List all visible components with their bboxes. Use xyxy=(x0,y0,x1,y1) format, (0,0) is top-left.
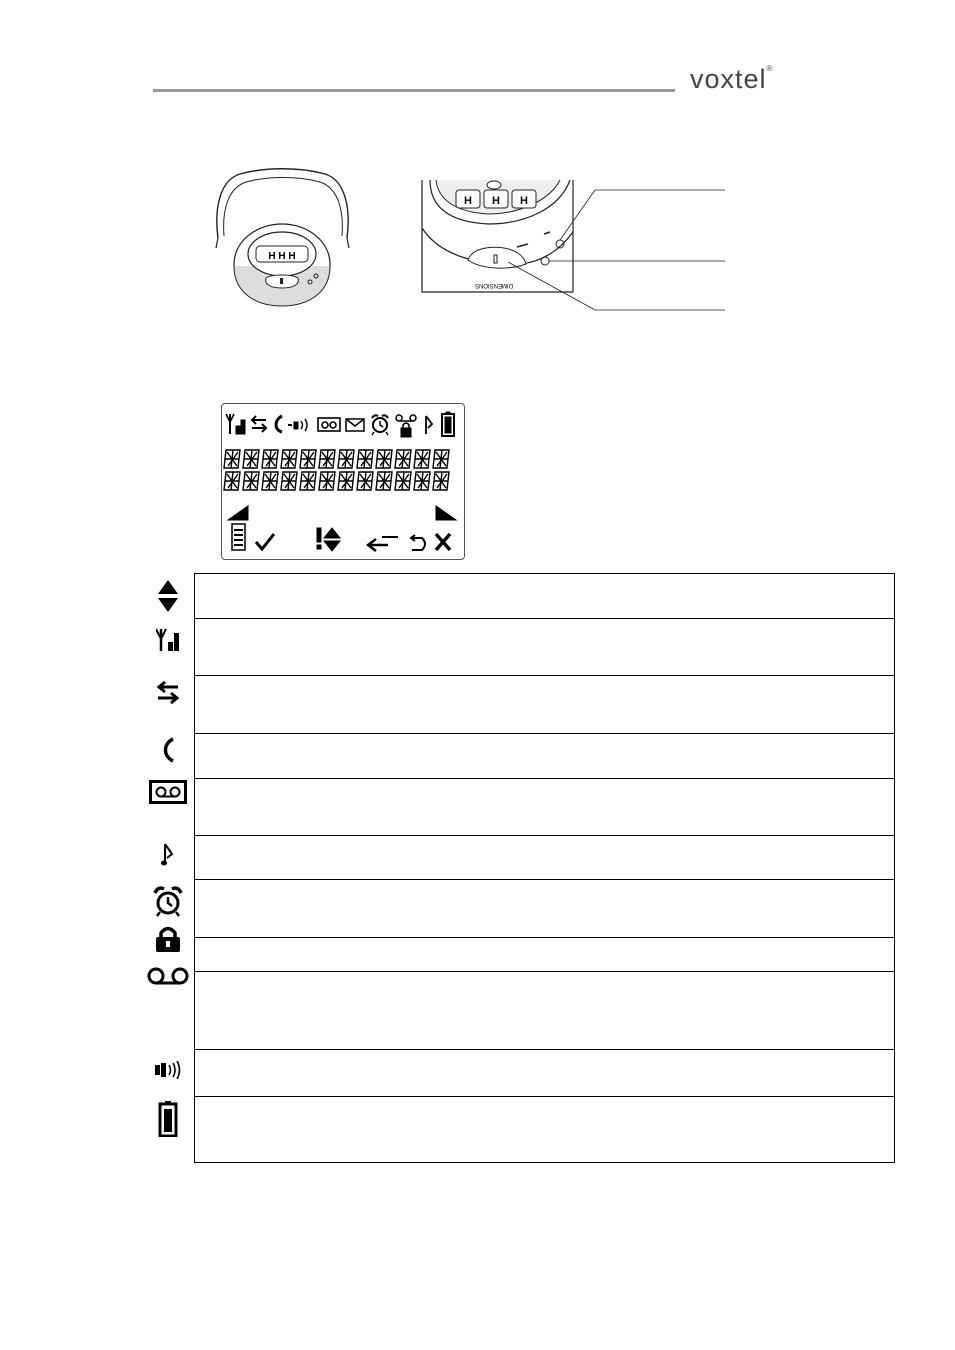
scroll-up-down-icon xyxy=(145,578,190,614)
table-row xyxy=(195,836,895,880)
row-description xyxy=(195,619,895,676)
table-row xyxy=(195,938,895,972)
music-note-icon xyxy=(145,842,190,868)
tape-icon xyxy=(145,780,190,804)
keypad-lock-icon xyxy=(145,924,190,954)
battery-icon xyxy=(145,1100,190,1138)
base-closeup-figure xyxy=(420,178,730,313)
header-rule xyxy=(153,89,675,92)
lcd-segment-rows xyxy=(224,450,449,490)
table-row xyxy=(195,779,895,836)
row-description xyxy=(195,1097,895,1163)
brand-name: voxtel xyxy=(690,64,767,94)
row-description xyxy=(195,972,895,1050)
base-front-figure xyxy=(210,168,355,310)
row-description xyxy=(195,938,895,972)
speaker-icon xyxy=(145,1060,190,1080)
row-description xyxy=(195,1050,895,1097)
brand-mark: ® xyxy=(766,64,774,73)
row-description xyxy=(195,676,895,734)
transfer-arrows-icon xyxy=(145,680,190,706)
svg-text:H H H: H H H xyxy=(268,251,296,262)
table-row xyxy=(195,734,895,779)
svg-text:H: H xyxy=(492,195,500,207)
icon-description-table xyxy=(194,573,895,1163)
handset-icon xyxy=(145,737,190,763)
table-row xyxy=(195,574,895,619)
base-brand-text: DIMENSIONS xyxy=(474,282,514,288)
table-row xyxy=(195,880,895,938)
signal-strength-icon xyxy=(145,625,190,655)
lcd-bottom-indicators xyxy=(228,506,456,551)
table-row xyxy=(195,619,895,676)
row-description xyxy=(195,734,895,779)
voicemail-icon xyxy=(145,966,190,988)
brand-logo xyxy=(690,64,773,95)
table-row xyxy=(195,676,895,734)
row-description xyxy=(195,880,895,938)
row-description xyxy=(195,836,895,880)
table-row xyxy=(195,1050,895,1097)
row-description xyxy=(195,574,895,619)
row-description xyxy=(195,779,895,836)
svg-text:H: H xyxy=(520,195,528,207)
lcd-status-icons xyxy=(226,412,454,437)
alarm-clock-icon xyxy=(145,884,190,918)
table-row xyxy=(195,1097,895,1163)
lcd-display-figure xyxy=(221,403,465,560)
svg-text:H: H xyxy=(464,195,472,207)
table-row xyxy=(195,972,895,1050)
